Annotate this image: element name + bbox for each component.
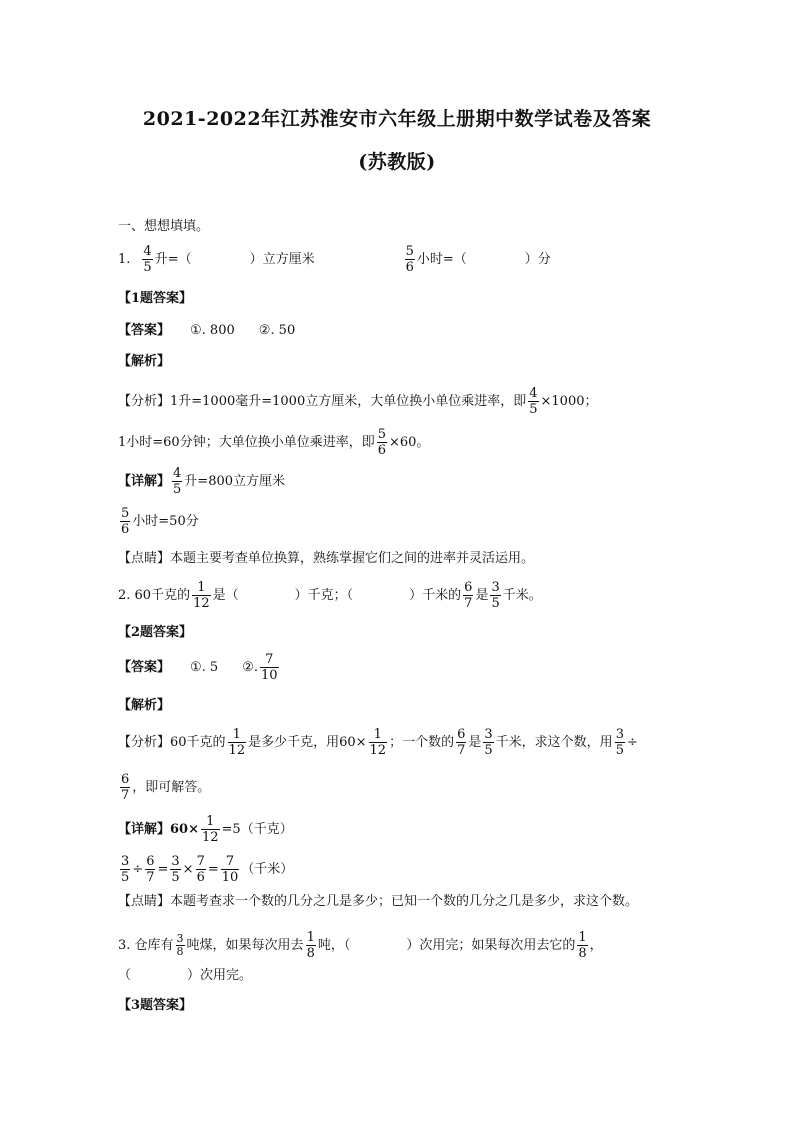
fraction: $\frac{7}{10}$ xyxy=(221,854,239,885)
fraction: $\frac{4}{5}$ xyxy=(173,466,182,497)
analysis-text: $\frac{6}{7}$ ，即可解答。 xyxy=(121,772,211,803)
solution-text: 【详解】 $\frac{4}{5}$ 升=800立方厘米 xyxy=(118,466,286,497)
fraction: $\frac{1}{12}$ xyxy=(369,727,387,758)
answer-heading: 【2题答案】 xyxy=(118,625,193,640)
analysis-heading: 【解析】 xyxy=(118,354,171,369)
fraction: $\frac{7}{6}$ xyxy=(196,854,205,885)
fraction: $\frac{6}{7}$ xyxy=(146,854,155,885)
analysis-text: 【分析】1升=1000毫升=1000立方厘米，大单位换小单位乘进率，即 $\frac{4}{5}$ ×1000； xyxy=(118,386,598,417)
fraction: $\frac{1}{8}$ xyxy=(306,930,315,961)
fraction: $\frac{4}{5}$ xyxy=(529,386,538,417)
fraction: $\frac{7}{10}$ xyxy=(261,652,278,683)
question-text: 小时=（ xyxy=(416,251,467,267)
fraction: $\frac{1}{12}$ xyxy=(201,814,219,845)
fraction: $\frac{1}{12}$ xyxy=(193,580,210,611)
analysis-text: 【分析】60千克的 $\frac{1}{12}$ 是多少千克，用60× $\frac{1}{12}$ ；一个数的 $\frac{6}{7}$ 是 $\frac{3}{5}$ 千米，求这个数，用 $\frac{3}{5}$ ÷ xyxy=(118,727,638,758)
fraction: $\frac{3}{5}$ xyxy=(615,727,624,758)
fraction: $\frac{6}{7}$ xyxy=(121,772,130,803)
fraction: $\frac{6}{7}$ xyxy=(457,727,466,758)
answer-line: 【答案】 ①. 800 ②. 50 xyxy=(118,323,296,338)
question-text: ）分 xyxy=(524,251,551,267)
answer-line: 【答案】 ①. 5 ②. $\frac{7}{10}$ xyxy=(118,652,278,683)
fraction: $\frac{3}{5}$ xyxy=(491,580,500,611)
fraction: $\frac{3}{5}$ xyxy=(171,854,180,885)
section-heading: 一、想想填填。 xyxy=(118,219,210,234)
fraction: $\frac{3}{5}$ xyxy=(121,854,130,885)
fraction: $\frac{5}{6}$ xyxy=(377,427,386,458)
fraction: $\frac{4}{5}$ xyxy=(143,244,152,275)
fraction: $\frac{5}{6}$ xyxy=(405,244,414,275)
fraction: $\frac{3}{8}$ xyxy=(176,932,184,958)
analysis-heading: 【解析】 xyxy=(118,698,171,713)
question-1 xyxy=(118,244,551,275)
question-text: ）立方厘米 xyxy=(249,251,315,267)
comment-text: 【点睛】本题考查求一个数的几分之几是多少；已知一个数的几分之几是多少，求这个数。 xyxy=(118,894,639,909)
question-number: 1. xyxy=(118,251,131,267)
analysis-text: 1小时=60分钟；大单位换小单位乘进率，即 $\frac{5}{6}$ ×60。 xyxy=(118,427,430,458)
doc-title-line2: (苏教版) xyxy=(358,151,436,173)
answer-heading: 【3题答案】 xyxy=(118,998,193,1013)
solution-text: 【详解】60× $\frac{1}{12}$ =5（千克） xyxy=(118,814,293,845)
solution-text: $\frac{5}{6}$ 小时=50分 xyxy=(121,506,199,537)
question-2: 2. 60千克的 $\frac{1}{12}$ 是（ ）千克；（ ）千米的 $\frac{6}{7}$ 是 $\frac{3}{5}$ 千米。 xyxy=(118,580,542,611)
question-text: 升=（ xyxy=(154,251,192,267)
comment-text: 【点睛】本题主要考查单位换算，熟练掌握它们之间的进率并灵活运用。 xyxy=(118,551,535,566)
question-3-line2: （ ）次用完。 xyxy=(118,968,253,983)
fraction: $\frac{6}{7}$ xyxy=(464,580,473,611)
fraction: $\frac{5}{6}$ xyxy=(121,506,130,537)
fraction: $\frac{3}{5}$ xyxy=(484,727,493,758)
fraction: $\frac{1}{8}$ xyxy=(578,930,587,961)
answer-heading: 【1题答案】 xyxy=(118,291,193,306)
question-3: 3. 仓库有 $\frac{3}{8}$ 吨煤，如果每次用去 $\frac{1}{8}$ 吨，（ ）次用完；如果每次用去它的 $\frac{1}{8}$ ， xyxy=(118,930,603,961)
fraction: $\frac{1}{12}$ xyxy=(228,727,246,758)
doc-title-line1: 2021-2022年江苏淮安市六年级上册期中数学试卷及答案 xyxy=(142,108,652,130)
solution-text: $\frac{3}{5}$ ÷ $\frac{6}{7}$ = $\frac{3}{5}$ × $\frac{7}{6}$ = $\frac{7}{10}$ （千米） xyxy=(121,854,294,885)
